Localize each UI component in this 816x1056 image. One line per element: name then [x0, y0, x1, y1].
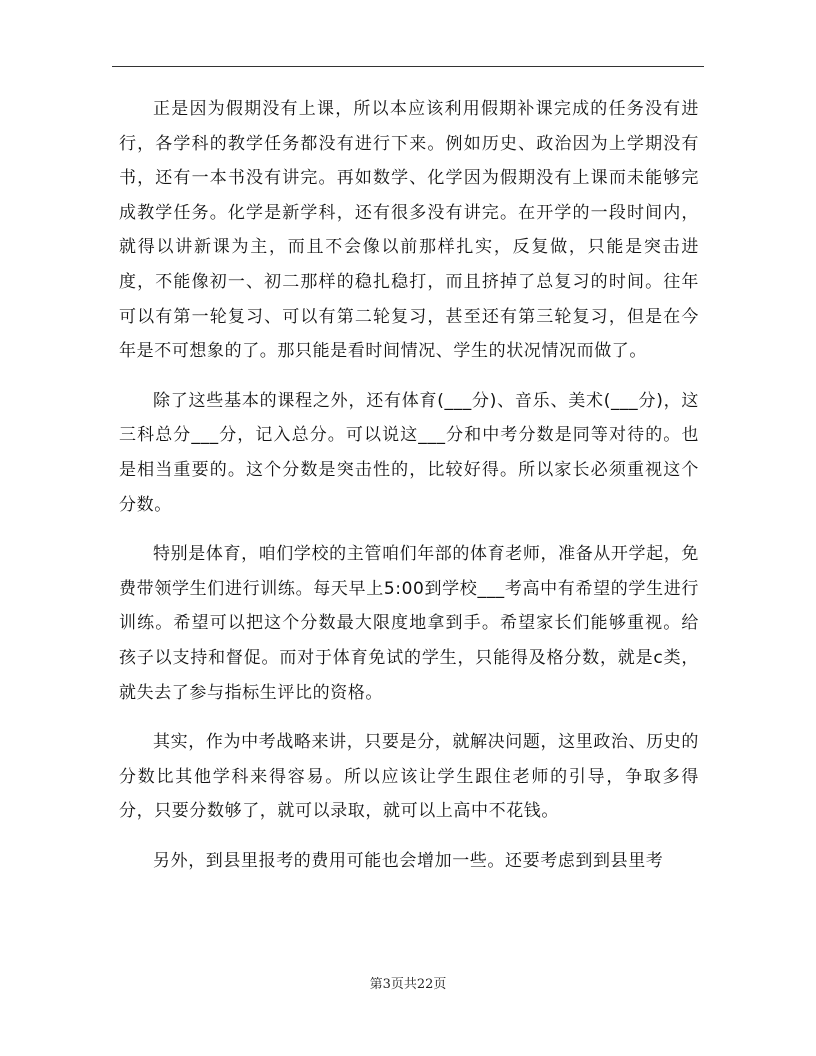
page-number-footer: 第3页共22页 [369, 977, 447, 992]
paragraph-1: 正是因为假期没有上课，所以本应该利用假期补课完成的任务没有进行，各学科的教学任务都没有进行下来。例如历史、政治因为上学期没有书，还有一本书没有讲完。再如数学、化学因为假期没有上课而未能够完成教学任务。化学是新学科，还有很多没有讲完。在开学的一段时间内，就得以讲新课为主，而且不会像以前那样扎实，反复做，只能是突击进度，不能像初一、初二那样的稳扎稳打，而且挤掉了总复习的时间。往年可以有第一轮复习、可以有第二轮复习，甚至还有第三轮复习，但是在今年是不可想象的了。那只能是看时间情况、学生的状况情况而做了。 [119, 99, 699, 362]
paragraph-4: 其实，作为中考战略来讲，只要是分，就解决问题，这里政治、历史的分数比其他学科来得容易。所以应该让学生跟住老师的引导，争取多得分，只要分数够了，就可以录取，就可以上高中不花钱。 [119, 732, 699, 822]
paragraph-3: 特别是体育，咱们学校的主管咱们年部的体育老师，准备从开学起，免费带领学生们进行训练。每天早上5:00到学校___考高中有希望的学生进行训练。希望可以把这个分数最大限度地拿到手。希望家长们能够重视。给孩子以支持和督促。而对于体育免试的学生，只能得及格分数，就是c类，就失去了参与指标生评比的资格。 [119, 544, 699, 703]
document-body [119, 92, 699, 893]
paragraph-2: 除了这些基本的课程之外，还有体育(___分)、音乐、美术(___分)，这三科总分___分，记入总分。可以说这___分和中考分数是同等对待的。也是相当重要的。这个分数是突击性的，比较好得。所以家长必须重视这个分数。 [119, 390, 699, 515]
header-rule [112, 66, 704, 67]
paragraph-5: 另外，到县里报考的费用可能也会增加一些。还要考虑到到县里考 [153, 850, 664, 871]
